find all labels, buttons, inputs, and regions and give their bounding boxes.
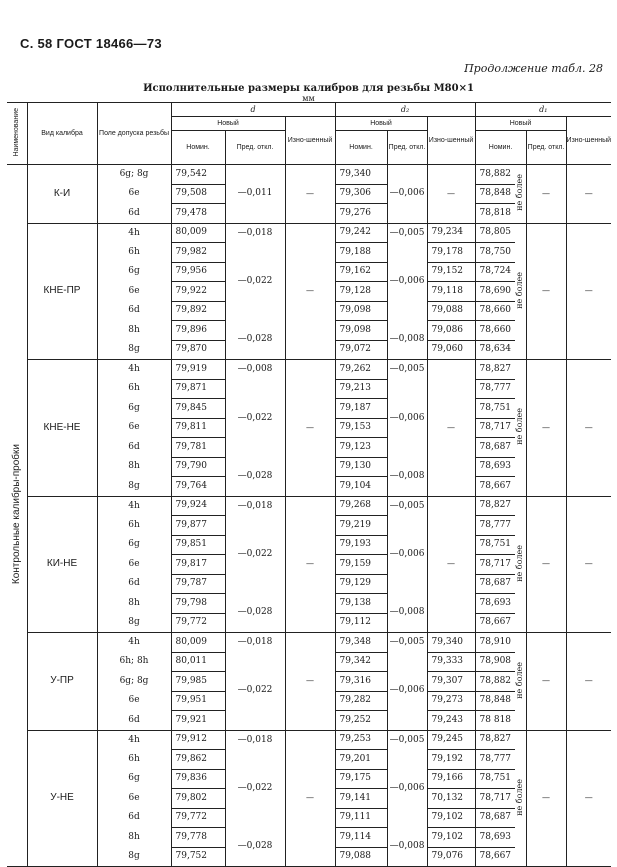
d1-nominal: 78,750 (475, 243, 515, 263)
tolerance-field: 6g; 8g (97, 165, 171, 185)
d-worn: — (285, 165, 335, 224)
d2-nominal: 79,201 (335, 750, 387, 770)
d2-worn: 79,178 (427, 243, 475, 263)
tolerance-field: 6h (97, 516, 171, 536)
header-d1-worn: Изно-шенный (566, 117, 611, 165)
d2-worn: 79,333 (427, 652, 475, 672)
d1-nominal: 78,717 (475, 555, 515, 575)
d-nominal: 79,919 (171, 360, 225, 380)
d2-nominal: 79,141 (335, 789, 387, 809)
calibre-table (7, 102, 611, 867)
table-row (7, 165, 611, 185)
d2-nominal: 79,242 (335, 223, 387, 243)
d1-worn: — (566, 496, 611, 633)
d-nominal: 79,924 (171, 496, 225, 516)
d2-worn: 79,088 (427, 301, 475, 321)
d-nominal: 79,870 (171, 340, 225, 360)
tolerance-field: 6g; 8g (97, 672, 171, 692)
d2-nominal: 79,128 (335, 282, 387, 302)
table-row (7, 633, 611, 653)
d-deviation: —0,022 (225, 652, 285, 730)
d-nominal: 79,877 (171, 516, 225, 536)
d1-nominal: 78,751 (475, 769, 515, 789)
d2-nominal: 79,114 (335, 828, 387, 848)
header-tolerance: Поле допуска резьбы (97, 103, 171, 165)
d1-worn: — (566, 633, 611, 731)
d2-worn: 79,086 (427, 321, 475, 341)
d1-nominal: 78,882 (475, 672, 515, 692)
d-deviation: —0,018 (225, 223, 285, 243)
d2-worn: 70,132 (427, 789, 475, 809)
tolerance-field: 6h (97, 243, 171, 263)
tolerance-field: 8g (97, 847, 171, 867)
d-nominal: 79,845 (171, 399, 225, 419)
d2-worn: 79,166 (427, 769, 475, 789)
d1-nominal: 78,818 (475, 204, 515, 224)
d1-nominal: 78,667 (475, 613, 515, 633)
d1-nominal: 78,910 (475, 633, 515, 653)
d2-nominal: 79,175 (335, 769, 387, 789)
d-nominal: 79,798 (171, 594, 225, 614)
d-worn: — (285, 730, 335, 867)
d-nominal: 79,781 (171, 438, 225, 458)
d-deviation: —0,028 (225, 594, 285, 633)
d2-nominal: 79,342 (335, 652, 387, 672)
d2-nominal: 79,316 (335, 672, 387, 692)
d-deviation: —0,022 (225, 516, 285, 594)
header-d-nominal: Номин. (171, 131, 225, 165)
d2-nominal: 79,098 (335, 321, 387, 341)
d2-deviation: —0,005 (387, 496, 427, 516)
d1-nominal: 78 818 (475, 711, 515, 731)
d-nominal: 79,508 (171, 184, 225, 204)
table-row (7, 223, 611, 243)
tolerance-field: 8h (97, 457, 171, 477)
d1-worn: — (566, 165, 611, 224)
d-nominal: 79,778 (171, 828, 225, 848)
d1-deviation: — (526, 223, 566, 360)
tolerance-field: 6d (97, 808, 171, 828)
table-row (7, 730, 611, 750)
d-nominal: 79,982 (171, 243, 225, 263)
d2-worn: — (427, 496, 475, 633)
table-row (7, 496, 611, 516)
d-nominal: 79,787 (171, 574, 225, 594)
tolerance-field: 6h (97, 750, 171, 770)
d1-nominal: 78,693 (475, 457, 515, 477)
d2-worn: 79,060 (427, 340, 475, 360)
d1-limit-note: не более (515, 544, 525, 582)
d2-deviation: —0,008 (387, 828, 427, 867)
d-deviation: —0,018 (225, 496, 285, 516)
d1-nominal: 78,777 (475, 379, 515, 399)
tolerance-field: 6d (97, 574, 171, 594)
d-deviation: —0,028 (225, 457, 285, 496)
tolerance-field: 6e (97, 691, 171, 711)
d2-deviation: —0,006 (387, 243, 427, 321)
header-d-new: Новый (171, 117, 285, 131)
header-d2-worn: Изно-шенный (427, 117, 475, 165)
d-deviation: —0,028 (225, 828, 285, 867)
d2-nominal: 79,268 (335, 496, 387, 516)
d2-deviation: —0,006 (387, 516, 427, 594)
d1-worn: — (566, 730, 611, 867)
d2-deviation: —0,005 (387, 223, 427, 243)
d1-deviation: — (526, 165, 566, 224)
d2-nominal: 79,193 (335, 535, 387, 555)
d2-worn: 79,307 (427, 672, 475, 692)
d1-nominal: 78,848 (475, 184, 515, 204)
tolerance-field: 6d (97, 301, 171, 321)
tolerance-field: 6e (97, 418, 171, 438)
header-kind: Вид калибра (27, 103, 97, 165)
side-label: Контрольные калибры-пробки (10, 444, 22, 585)
d1-nominal: 78,848 (475, 691, 515, 711)
d2-worn: — (427, 360, 475, 497)
tolerance-field: 6d (97, 204, 171, 224)
d-deviation: —0,028 (225, 321, 285, 360)
d1-nominal: 78,751 (475, 535, 515, 555)
d-nominal: 79,862 (171, 750, 225, 770)
d-nominal: 79,985 (171, 672, 225, 692)
d-worn: — (285, 633, 335, 731)
tolerance-field: 8h (97, 321, 171, 341)
d2-nominal: 79,138 (335, 594, 387, 614)
tolerance-field: 8h (97, 594, 171, 614)
header-d1: d₁ (475, 103, 611, 117)
tolerance-field: 8g (97, 613, 171, 633)
d2-worn: 79,152 (427, 262, 475, 282)
tolerance-field: 6e (97, 184, 171, 204)
d2-deviation: —0,005 (387, 633, 427, 653)
tolerance-field: 6g (97, 769, 171, 789)
table-title: Исполнительные размеры калибров для резьбы М80×1 (143, 83, 474, 94)
unit-label: мм (302, 94, 315, 103)
d1-nominal: 78,724 (475, 262, 515, 282)
tolerance-field: 6h; 8h (97, 652, 171, 672)
d2-nominal: 79,213 (335, 379, 387, 399)
tolerance-field: 8g (97, 340, 171, 360)
header-d-dev: Пред. откл. (225, 131, 285, 165)
d2-worn: — (427, 165, 475, 224)
d2-nominal: 79,219 (335, 516, 387, 536)
d2-nominal: 79,129 (335, 574, 387, 594)
header-d1-nominal: Номин. (475, 131, 526, 165)
d-deviation: —0,022 (225, 750, 285, 828)
d2-deviation: —0,008 (387, 457, 427, 496)
header-d2: d₂ (335, 103, 475, 117)
d1-limit-cell (515, 730, 526, 867)
d-nominal: 79,892 (171, 301, 225, 321)
d2-nominal: 79,153 (335, 418, 387, 438)
d1-nominal: 78,827 (475, 730, 515, 750)
d1-nominal: 78,777 (475, 750, 515, 770)
header-d: d (171, 103, 335, 117)
tolerance-field: 6h (97, 379, 171, 399)
header-name: Наименование (7, 103, 27, 165)
d-deviation: —0,022 (225, 243, 285, 321)
d1-deviation: — (526, 730, 566, 867)
table-row (7, 360, 611, 380)
d-nominal: 79,542 (171, 165, 225, 185)
d1-nominal: 78,690 (475, 282, 515, 302)
tolerance-field: 8g (97, 477, 171, 497)
d2-nominal: 79,123 (335, 438, 387, 458)
header-d-worn: Изно-шенный (285, 117, 335, 165)
d1-limit-note: не более (515, 271, 525, 309)
tolerance-field: 6e (97, 789, 171, 809)
d-nominal: 80,009 (171, 633, 225, 653)
d2-worn: 79,245 (427, 730, 475, 750)
d2-nominal: 79,072 (335, 340, 387, 360)
d-deviation: —0,008 (225, 360, 285, 380)
d1-limit-cell (515, 165, 526, 224)
d1-nominal: 78,634 (475, 340, 515, 360)
header-d1-new: Новый (475, 117, 566, 131)
d1-nominal: 78,693 (475, 594, 515, 614)
d1-nominal: 78,805 (475, 223, 515, 243)
d1-limit-note: не более (515, 174, 525, 212)
d1-nominal: 78,751 (475, 399, 515, 419)
header-d1-dev: Пред. откл. (526, 131, 566, 165)
d1-nominal: 78,667 (475, 477, 515, 497)
d2-nominal: 79,104 (335, 477, 387, 497)
d2-nominal: 79,282 (335, 691, 387, 711)
d1-limit-cell (515, 223, 526, 360)
d1-nominal: 78,660 (475, 321, 515, 341)
calibre-kind: У-НЕ (27, 730, 97, 867)
d-nominal: 79,772 (171, 808, 225, 828)
d1-deviation: — (526, 496, 566, 633)
d-nominal: 79,478 (171, 204, 225, 224)
d2-nominal: 79,098 (335, 301, 387, 321)
d1-nominal: 78,687 (475, 438, 515, 458)
d2-worn: 79,192 (427, 750, 475, 770)
d2-worn: 79,243 (427, 711, 475, 731)
d-deviation: —0,018 (225, 633, 285, 653)
d-nominal: 79,871 (171, 379, 225, 399)
d2-nominal: 79,348 (335, 633, 387, 653)
d-deviation: —0,011 (225, 165, 285, 224)
d1-deviation: — (526, 633, 566, 731)
d-deviation: —0,018 (225, 730, 285, 750)
d2-worn: 79,118 (427, 282, 475, 302)
tolerance-field: 4h (97, 496, 171, 516)
d1-limit-cell (515, 633, 526, 731)
d2-worn: 79,273 (427, 691, 475, 711)
d-nominal: 79,851 (171, 535, 225, 555)
header-d2-new: Новый (335, 117, 427, 131)
d1-limit-note: не более (515, 408, 525, 446)
tolerance-field: 6d (97, 711, 171, 731)
d1-nominal: 78,882 (475, 165, 515, 185)
tolerance-field: 6g (97, 262, 171, 282)
d-nominal: 79,922 (171, 282, 225, 302)
calibre-kind: У-ПР (27, 633, 97, 731)
d2-worn: 79,340 (427, 633, 475, 653)
d1-nominal: 78,777 (475, 516, 515, 536)
d2-nominal: 79,187 (335, 399, 387, 419)
d1-nominal: 78,827 (475, 360, 515, 380)
continuation-note: Продолжение табл. 28 (464, 62, 603, 75)
calibre-kind: КНЕ-ПР (27, 223, 97, 360)
d1-worn: — (566, 360, 611, 497)
d2-nominal: 79,253 (335, 730, 387, 750)
d2-worn: 79,076 (427, 847, 475, 867)
tolerance-field: 4h (97, 730, 171, 750)
header-d2-nominal: Номин. (335, 131, 387, 165)
calibre-kind: КИ-НЕ (27, 496, 97, 633)
tolerance-field: 4h (97, 223, 171, 243)
d1-nominal: 78,693 (475, 828, 515, 848)
d1-worn: — (566, 223, 611, 360)
d2-nominal: 79,088 (335, 847, 387, 867)
d2-nominal: 79,276 (335, 204, 387, 224)
d1-limit-cell (515, 360, 526, 497)
d-worn: — (285, 360, 335, 497)
d-worn: — (285, 223, 335, 360)
d1-nominal: 78,660 (475, 301, 515, 321)
d2-nominal: 79,188 (335, 243, 387, 263)
d-nominal: 80,011 (171, 652, 225, 672)
d1-nominal: 78,717 (475, 789, 515, 809)
d-nominal: 79,764 (171, 477, 225, 497)
tolerance-field: 6g (97, 399, 171, 419)
tolerance-field: 4h (97, 633, 171, 653)
tolerance-field: 6e (97, 282, 171, 302)
calibre-kind: КНЕ-НЕ (27, 360, 97, 497)
d2-deviation: —0,006 (387, 165, 427, 224)
d2-nominal: 79,252 (335, 711, 387, 731)
d1-nominal: 78,827 (475, 496, 515, 516)
side-label-cell (7, 165, 27, 867)
d-nominal: 79,912 (171, 730, 225, 750)
d-nominal: 79,921 (171, 711, 225, 731)
d2-nominal: 79,340 (335, 165, 387, 185)
d1-nominal: 78,687 (475, 808, 515, 828)
d2-nominal: 79,159 (335, 555, 387, 575)
d2-deviation: —0,008 (387, 321, 427, 360)
d-nominal: 80,009 (171, 223, 225, 243)
d2-deviation: —0,006 (387, 652, 427, 730)
d1-nominal: 78,687 (475, 574, 515, 594)
d-deviation: —0,022 (225, 379, 285, 457)
d2-nominal: 79,130 (335, 457, 387, 477)
d2-deviation: —0,005 (387, 730, 427, 750)
d-nominal: 79,752 (171, 847, 225, 867)
d-nominal: 79,802 (171, 789, 225, 809)
d2-deviation: —0,006 (387, 750, 427, 828)
d1-nominal: 78,667 (475, 847, 515, 867)
d1-limit-cell (515, 496, 526, 633)
d2-nominal: 79,306 (335, 184, 387, 204)
d1-limit-note: не более (515, 778, 525, 816)
calibre-kind: К-И (27, 165, 97, 224)
d1-limit-note: не более (515, 661, 525, 699)
d-worn: — (285, 496, 335, 633)
d2-deviation: —0,006 (387, 379, 427, 457)
d-nominal: 79,951 (171, 691, 225, 711)
d-nominal: 79,956 (171, 262, 225, 282)
tolerance-field: 8h (97, 828, 171, 848)
d2-nominal: 79,162 (335, 262, 387, 282)
d-nominal: 79,790 (171, 457, 225, 477)
d2-worn: 79,102 (427, 828, 475, 848)
d2-deviation: —0,005 (387, 360, 427, 380)
d-nominal: 79,896 (171, 321, 225, 341)
d1-nominal: 78,908 (475, 652, 515, 672)
d-nominal: 79,811 (171, 418, 225, 438)
d2-worn: 79,234 (427, 223, 475, 243)
d2-worn: 79,102 (427, 808, 475, 828)
d1-deviation: — (526, 360, 566, 497)
d2-nominal: 79,112 (335, 613, 387, 633)
page-header: С. 58 ГОСТ 18466—73 (20, 36, 162, 51)
d2-nominal: 79,262 (335, 360, 387, 380)
tolerance-field: 6g (97, 535, 171, 555)
d1-nominal: 78,717 (475, 418, 515, 438)
d2-deviation: —0,008 (387, 594, 427, 633)
tolerance-field: 6e (97, 555, 171, 575)
d-nominal: 79,817 (171, 555, 225, 575)
d-nominal: 79,772 (171, 613, 225, 633)
d2-nominal: 79,111 (335, 808, 387, 828)
header-d2-dev: Пред. откл. (387, 131, 427, 165)
tolerance-field: 6d (97, 438, 171, 458)
d-nominal: 79,836 (171, 769, 225, 789)
tolerance-field: 4h (97, 360, 171, 380)
